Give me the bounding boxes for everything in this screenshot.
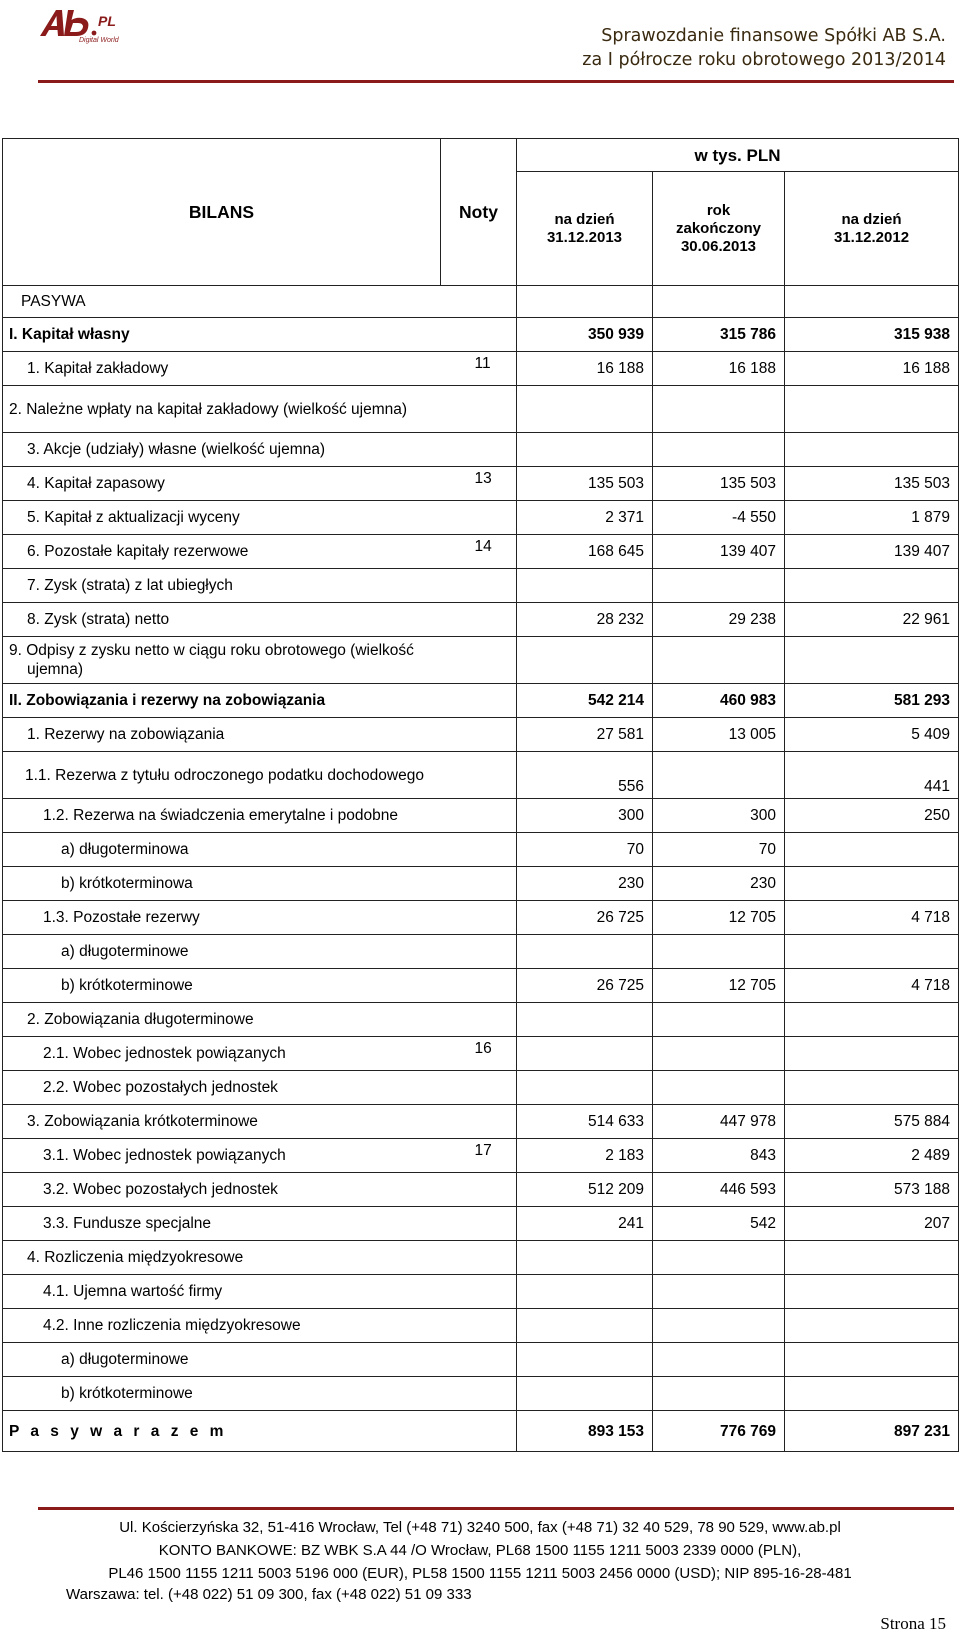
row-label: a) długoterminowe [3,935,441,969]
row-value-2: 29 238 [653,603,785,637]
row-label: 4.1. Ujemna wartość firmy [3,1275,441,1309]
row-value-1: 27 581 [517,718,653,752]
unit-label: w tys. PLN [517,139,959,172]
row-label: II. Zobowiązania i rezerwy na zobowiązania [3,684,441,718]
row-value-2: 16 188 [653,352,785,386]
row-value-1: 26 725 [517,969,653,1003]
row-note [441,799,517,833]
row-note [441,1003,517,1037]
table-row [3,1139,959,1173]
report-period: za I półrocze roku obrotowego 2013/2014 [582,50,946,70]
table-row [3,684,959,718]
row-value-1 [517,1309,653,1343]
row-note [441,569,517,603]
row-note [441,1377,517,1411]
row-value-2: 460 983 [653,684,785,718]
row-note [441,1343,517,1377]
total-label: P a s y w a r a z e m [9,1422,227,1440]
section-label: PASYWA [3,286,441,318]
row-label: 3. Zobowiązania krótkoterminowe [3,1105,441,1139]
row-value-2 [653,1037,785,1071]
row-label: 4. Kapitał zapasowy [3,467,441,501]
row-value-3: 4 718 [785,901,959,935]
row-note [441,833,517,867]
header-divider [38,80,954,83]
footer-divider [38,1507,954,1510]
svg-text:Digital World: Digital World [79,37,119,44]
row-label: b) krótkoterminowe [3,969,441,1003]
table-row [3,637,959,684]
col-header-1: na dzień 31.12.2013 [517,172,653,286]
row-value-3 [785,1037,959,1071]
table-row [3,386,959,433]
row-label: 5. Kapitał z aktualizacji wyceny [3,501,441,535]
row-note [441,386,517,433]
row-value-2: 843 [653,1139,785,1173]
company-footer [0,1516,960,1585]
row-note [441,501,517,535]
row-value-1 [517,1241,653,1275]
row-value-1: 512 209 [517,1173,653,1207]
row-note [441,1207,517,1241]
row-value-1: 556 [517,752,653,799]
table-row [3,1071,959,1105]
row-value-3: 16 188 [785,352,959,386]
row-value-3 [785,935,959,969]
row-note [441,433,517,467]
row-value-3: 207 [785,1207,959,1241]
row-value-2 [653,1377,785,1411]
row-value-3 [785,1309,959,1343]
row-value-1: 28 232 [517,603,653,637]
table-row [3,969,959,1003]
row-value-2: 447 978 [653,1105,785,1139]
row-note [441,935,517,969]
row-label: 6. Pozostałe kapitały rezerwowe [3,535,441,569]
row-value-3: 575 884 [785,1105,959,1139]
row-value-2 [653,1275,785,1309]
row-note [441,1173,517,1207]
row-value-1: 16 188 [517,352,653,386]
table-row [3,833,959,867]
row-label: 2. Należne wpłaty na kapitał zakładowy (wielkość ujemna) [3,386,441,433]
row-value-2 [653,386,785,433]
row-label: 3.1. Wobec jednostek powiązanych [3,1139,441,1173]
row-value-1 [517,935,653,969]
row-value-2: 139 407 [653,535,785,569]
row-value-3: 5 409 [785,718,959,752]
table-row [3,1241,959,1275]
table-row [3,1377,959,1411]
row-label: a) długoterminowa [3,833,441,867]
row-value-2 [653,1343,785,1377]
row-label: 9. Odpisy z zysku netto w ciągu roku obrotowego (wielkość ujemna) [3,637,441,684]
row-value-3: 2 489 [785,1139,959,1173]
row-value-3: 22 961 [785,603,959,637]
table-row [3,1275,959,1309]
row-value-3: 441 [785,752,959,799]
row-value-2 [653,752,785,799]
table-row [3,318,959,352]
row-label: b) krótkoterminowa [3,867,441,901]
row-value-3 [785,1275,959,1309]
row-value-3: 1 879 [785,501,959,535]
total-value-1: 893 153 [517,1411,653,1452]
table-row [3,1105,959,1139]
row-value-3: 250 [785,799,959,833]
table-row [3,935,959,969]
total-value-3: 897 231 [785,1411,959,1452]
row-value-3: 139 407 [785,535,959,569]
row-value-1: 514 633 [517,1105,653,1139]
row-note [441,1071,517,1105]
row-label: 1. Rezerwy na zobowiązania [3,718,441,752]
row-value-2: 315 786 [653,318,785,352]
row-label: 3.2. Wobec pozostałych jednostek [3,1173,441,1207]
row-note [441,901,517,935]
row-value-2 [653,1003,785,1037]
row-note [441,318,517,352]
balance-sheet-table [2,138,959,1452]
row-value-3: 573 188 [785,1173,959,1207]
row-value-3 [785,569,959,603]
table-row [3,467,959,501]
row-label: 4.2. Inne rozliczenia międzyokresowe [3,1309,441,1343]
row-value-2: -4 550 [653,501,785,535]
row-note [441,603,517,637]
row-value-1: 26 725 [517,901,653,935]
table-row [3,569,959,603]
row-value-3 [785,433,959,467]
row-value-3: 581 293 [785,684,959,718]
company-logo [38,6,158,44]
row-value-2 [653,1309,785,1343]
table-row [3,1173,959,1207]
row-value-3 [785,1241,959,1275]
row-label: 2. Zobowiązania długoterminowe [3,1003,441,1037]
row-value-1: 230 [517,867,653,901]
footer-bank-2: PL46 1500 1155 1211 5003 5196 000 (EUR), PL58 1500 1155 1211 5003 2456 0000 (USD); NIP 895-16-28-481 [108,1565,852,1582]
table-row [3,1309,959,1343]
row-value-1: 350 939 [517,318,653,352]
row-note [441,1105,517,1139]
table-row [3,352,959,386]
table-row [3,501,959,535]
report-header [582,24,946,72]
row-value-1: 300 [517,799,653,833]
row-note [441,637,517,684]
row-label: 1.2. Rezerwa na świadczenia emerytalne i podobne [3,799,441,833]
table-row [3,799,959,833]
total-row [3,1411,959,1452]
row-value-2 [653,569,785,603]
row-value-3 [785,867,959,901]
row-note: 17 [441,1139,517,1173]
row-value-1 [517,1003,653,1037]
row-value-2 [653,433,785,467]
table-row [3,1207,959,1241]
row-value-3: 4 718 [785,969,959,1003]
row-label: 1. Kapitał zakładowy [3,352,441,386]
row-note [441,1309,517,1343]
row-value-3 [785,1071,959,1105]
row-label: 1.1. Rezerwa z tytułu odroczonego podatku dochodowego [3,752,441,799]
row-value-2: 300 [653,799,785,833]
row-label: 3.3. Fundusze specjalne [3,1207,441,1241]
row-label: 7. Zysk (strata) z lat ubiegłych [3,569,441,603]
footer-warsaw: Warszawa: tel. (+48 022) 51 09 300, fax (+48 022) 51 09 333 [66,1586,472,1603]
row-value-1 [517,637,653,684]
section-row [3,286,959,318]
row-value-2: 13 005 [653,718,785,752]
row-value-3: 315 938 [785,318,959,352]
table-row [3,535,959,569]
row-value-2: 12 705 [653,901,785,935]
row-note [441,752,517,799]
row-note: 14 [441,535,517,569]
row-value-3: 135 503 [785,467,959,501]
row-value-2: 12 705 [653,969,785,1003]
row-value-1 [517,433,653,467]
table-row [3,603,959,637]
footer-address: Ul. Kościerzyńska 32, 51-416 Wrocław, Tel (+48 71) 3240 500, fax (+48 71) 32 40 529, 78 90 529, www.ab.pl [119,1519,841,1536]
row-value-1: 542 214 [517,684,653,718]
table-row [3,752,959,799]
row-value-1: 135 503 [517,467,653,501]
total-value-2: 776 769 [653,1411,785,1452]
row-note: 16 [441,1037,517,1071]
row-label: 2.1. Wobec jednostek powiązanych [3,1037,441,1071]
row-value-2: 230 [653,867,785,901]
table-row [3,867,959,901]
row-value-1: 2 371 [517,501,653,535]
table-title: BILANS [3,139,441,286]
row-label: I. Kapitał własny [3,318,441,352]
row-value-2: 70 [653,833,785,867]
row-note [441,867,517,901]
row-value-3 [785,1377,959,1411]
row-value-2 [653,1241,785,1275]
table-row [3,1037,959,1071]
notes-header: Noty [441,139,517,286]
table-row [3,901,959,935]
row-value-1 [517,1275,653,1309]
col-header-3: na dzień 31.12.2012 [785,172,959,286]
row-value-2 [653,935,785,969]
row-value-1: 168 645 [517,535,653,569]
row-note [441,1241,517,1275]
row-label: b) krótkoterminowe [3,1377,441,1411]
row-label: 8. Zysk (strata) netto [3,603,441,637]
row-label: a) długoterminowe [3,1343,441,1377]
row-value-3 [785,833,959,867]
row-value-2: 542 [653,1207,785,1241]
table-row [3,1003,959,1037]
row-value-3 [785,1343,959,1377]
row-value-1: 2 183 [517,1139,653,1173]
row-value-1 [517,386,653,433]
table-row [3,1343,959,1377]
table-row [3,718,959,752]
row-value-1 [517,1343,653,1377]
row-value-2 [653,1071,785,1105]
row-note: 11 [441,352,517,386]
row-value-3 [785,637,959,684]
row-label: 2.2. Wobec pozostałych jednostek [3,1071,441,1105]
row-value-1 [517,1377,653,1411]
row-value-2: 446 593 [653,1173,785,1207]
svg-text:PL: PL [98,13,116,29]
page-number: Strona 15 [880,1614,946,1633]
row-label: 4. Rozliczenia międzyokresowe [3,1241,441,1275]
row-value-1: 241 [517,1207,653,1241]
row-label: 1.3. Pozostałe rezerwy [3,901,441,935]
row-note [441,684,517,718]
row-note [441,718,517,752]
col-header-2: rok zakończony 30.06.2013 [653,172,785,286]
row-value-1 [517,569,653,603]
row-note [441,969,517,1003]
row-label: 3. Akcje (udziały) własne (wielkość ujemna) [3,433,441,467]
row-value-3 [785,386,959,433]
row-value-1 [517,1071,653,1105]
row-note [441,1275,517,1309]
footer-bank-1: KONTO BANKOWE: BZ WBK S.A 44 /O Wrocław, PL68 1500 1155 1211 5003 2339 0000 (PLN), [158,1542,802,1559]
table-row [3,433,959,467]
row-value-2: 135 503 [653,467,785,501]
row-value-3 [785,1003,959,1037]
row-value-1: 70 [517,833,653,867]
row-note: 13 [441,467,517,501]
row-value-1 [517,1037,653,1071]
row-value-2 [653,637,785,684]
report-title: Sprawozdanie finansowe Spółki AB S.A. [601,26,946,46]
